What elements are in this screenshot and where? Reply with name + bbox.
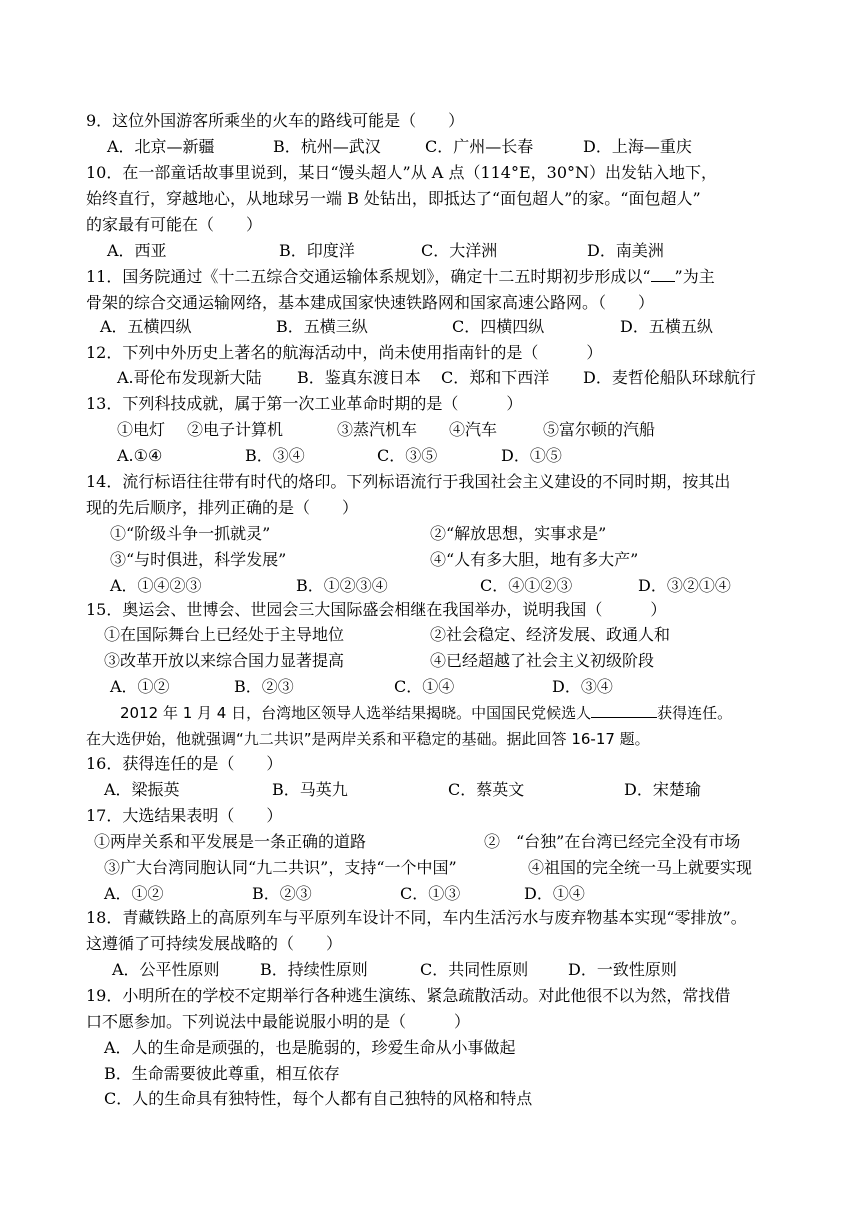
question-18-line-2: 这遵循了可持续发展战略的（ ） [86, 934, 343, 953]
option-b: B．①②③④ [296, 576, 388, 595]
option-a: A．①② [104, 884, 164, 903]
option-c: C．郑和下西洋 [441, 368, 550, 387]
item-2: ②电子计算机 [187, 420, 284, 439]
question-10-line-2: 始终直行，穿越地心，从地球另一端 B 处钻出，即抵达了“面包超人”的家。“面包超人” [86, 189, 701, 208]
option-a: A．梁振英 [104, 780, 180, 799]
answer-blank [591, 703, 657, 718]
option-c: C．大洋洲 [421, 241, 498, 260]
option-c: C．广州—长春 [425, 137, 534, 156]
question-16-stem: 16．获得连任的是（ ） [86, 754, 283, 773]
item-2: ②“解放思想，实事求是” [430, 524, 607, 543]
item-1: ①“阶级斗争一抓就灵” [110, 524, 271, 543]
option-c: C．共同性原则 [420, 960, 529, 979]
option-b: B．五横三纵 [276, 317, 368, 336]
item-1: ①在国际舞台上已经处于主导地位 [104, 625, 345, 644]
item-3: ③广大台湾同胞认同“九二共识”，支持“一个中国” [104, 858, 457, 877]
item-3: ③“与时俱进，科学发展” [110, 550, 287, 569]
option-d: D．麦哲伦船队环球航行 [583, 368, 756, 387]
passage-line-2: 在大选伊始，他就强调“九二共识”是两岸关系和平稳定的基础。据此回答 16-17 题。 [86, 730, 650, 748]
option-b: B．②③ [252, 884, 312, 903]
option-a: A．西亚 [107, 241, 167, 260]
option-c: C．四横四纵 [452, 317, 545, 336]
question-17-stem: 17．大选结果表明（ ） [86, 806, 283, 825]
option-a: A.哥伦布发现新大陆 [117, 368, 262, 387]
question-19-option-a: A．人的生命是顽强的，也是脆弱的，珍爱生命从小事做起 [104, 1038, 516, 1057]
item-5: ⑤富尔顿的汽船 [543, 420, 656, 439]
item-2: ② “台独”在台湾已经完全没有市场 [484, 832, 741, 851]
item-1: ①两岸关系和平发展是一条正确的道路 [94, 832, 367, 851]
item-4: ④祖国的完全统一马上就要实现 [528, 858, 753, 877]
item-4: ④“人有多大胆，地有多大产” [430, 550, 639, 569]
option-b: B．杭州—武汉 [273, 137, 381, 156]
option-b: B．③④ [245, 446, 305, 465]
option-a: A．①④②③ [110, 576, 202, 595]
option-b: B．马英九 [272, 780, 348, 799]
option-c: C．③⑤ [377, 446, 438, 465]
item-2: ②社会稳定、经济发展、政通人和 [430, 625, 671, 644]
option-d: D．③④ [552, 677, 613, 696]
question-13-stem: 13．下列科技成就，属于第一次工业革命时期的是（ ） [86, 394, 523, 413]
question-12-stem: 12．下列中外历史上著名的航海活动中，尚未使用指南针的是（ ） [86, 343, 603, 362]
option-d: D．南美洲 [587, 241, 664, 260]
option-b: B．②③ [234, 677, 294, 696]
option-d: D．一致性原则 [568, 960, 677, 979]
question-10-line-1: 10．在一部童话故事里说到，某日“馒头超人”从 A 点（114°E，30°N）出发钻入地下， [86, 163, 718, 182]
item-3: ③蒸汽机车 [337, 420, 418, 439]
option-a: A.①④ [117, 446, 163, 465]
option-b: B．鉴真东渡日本 [297, 368, 421, 387]
option-c: C．①③ [400, 884, 461, 903]
option-a: A．①② [110, 677, 170, 696]
option-c: C．①④ [394, 677, 455, 696]
question-19-option-b: B．生命需要彼此尊重，相互依存 [104, 1064, 340, 1083]
option-a: A．北京—新疆 [107, 137, 215, 156]
item-4: ④已经超越了社会主义初级阶段 [430, 651, 655, 670]
option-c: C．蔡英文 [448, 780, 525, 799]
option-d: D．上海—重庆 [583, 137, 692, 156]
option-b: B．持续性原则 [260, 960, 368, 979]
option-a: A．五横四纵 [100, 317, 192, 336]
item-4: ④汽车 [449, 420, 498, 439]
option-b: B．印度洋 [279, 241, 355, 260]
option-d: D．①⑤ [501, 446, 562, 465]
option-d: D．①④ [524, 884, 585, 903]
answer-blank [651, 267, 675, 282]
item-3: ③改革开放以来综合国力显著提高 [104, 651, 345, 670]
option-d: D．五横五纵 [620, 317, 713, 336]
option-d: D．③②①④ [638, 576, 731, 595]
item-1: ①电灯 [117, 420, 166, 439]
question-14-line-1: 14．流行标语往往带有时代的烙印。下列标语流行于我国社会主义建设的不同时期，按其出 [86, 472, 731, 491]
passage-line-1: 2012 年 1 月 4 日，台湾地区领导人选举结果揭晓。中国国民党候选人 获得连任。 [120, 704, 733, 722]
question-14-line-2: 现的先后顺序，排列正确的是（ ） [86, 498, 359, 517]
question-15-stem: 15．奥运会、世博会、世园会三大国际盛会相继在我国举办，说明我国（ ） [86, 600, 667, 619]
question-19-line-1: 19．小明所在的学校不定期举行各种逃生演练、紧急疏散活动。对此他很不以为然，常找借 [86, 986, 731, 1005]
question-10-line-3: 的家最有可能在（ ） [86, 215, 263, 234]
option-d: D．宋楚瑜 [624, 780, 701, 799]
question-19-line-2: 口不愿参加。下列说法中最能说服小明的是（ ） [86, 1012, 471, 1031]
option-a: A．公平性原则 [112, 960, 220, 979]
question-9-stem: 9．这位外国游客所乘坐的火车的路线可能是（ ） [86, 111, 465, 130]
question-11-line-2: 骨架的综合交通运输网络，基本建成国家快速铁路网和国家高速公路网。（ ） [86, 293, 655, 312]
question-18-line-1: 18．青藏铁路上的高原列车与平原列车设计不同，车内生活污水与废弃物基本实现“零排放”。 [86, 908, 747, 927]
option-c: C．④①②③ [480, 576, 573, 595]
question-11-line-1: 11．国务院通过《十二五综合交通运输体系规划》，确定十二五时期初步形成以“ ”为主 [86, 267, 715, 286]
question-19-option-c: C．人的生命具有独特性，每个人都有自己独特的风格和特点 [104, 1089, 533, 1108]
